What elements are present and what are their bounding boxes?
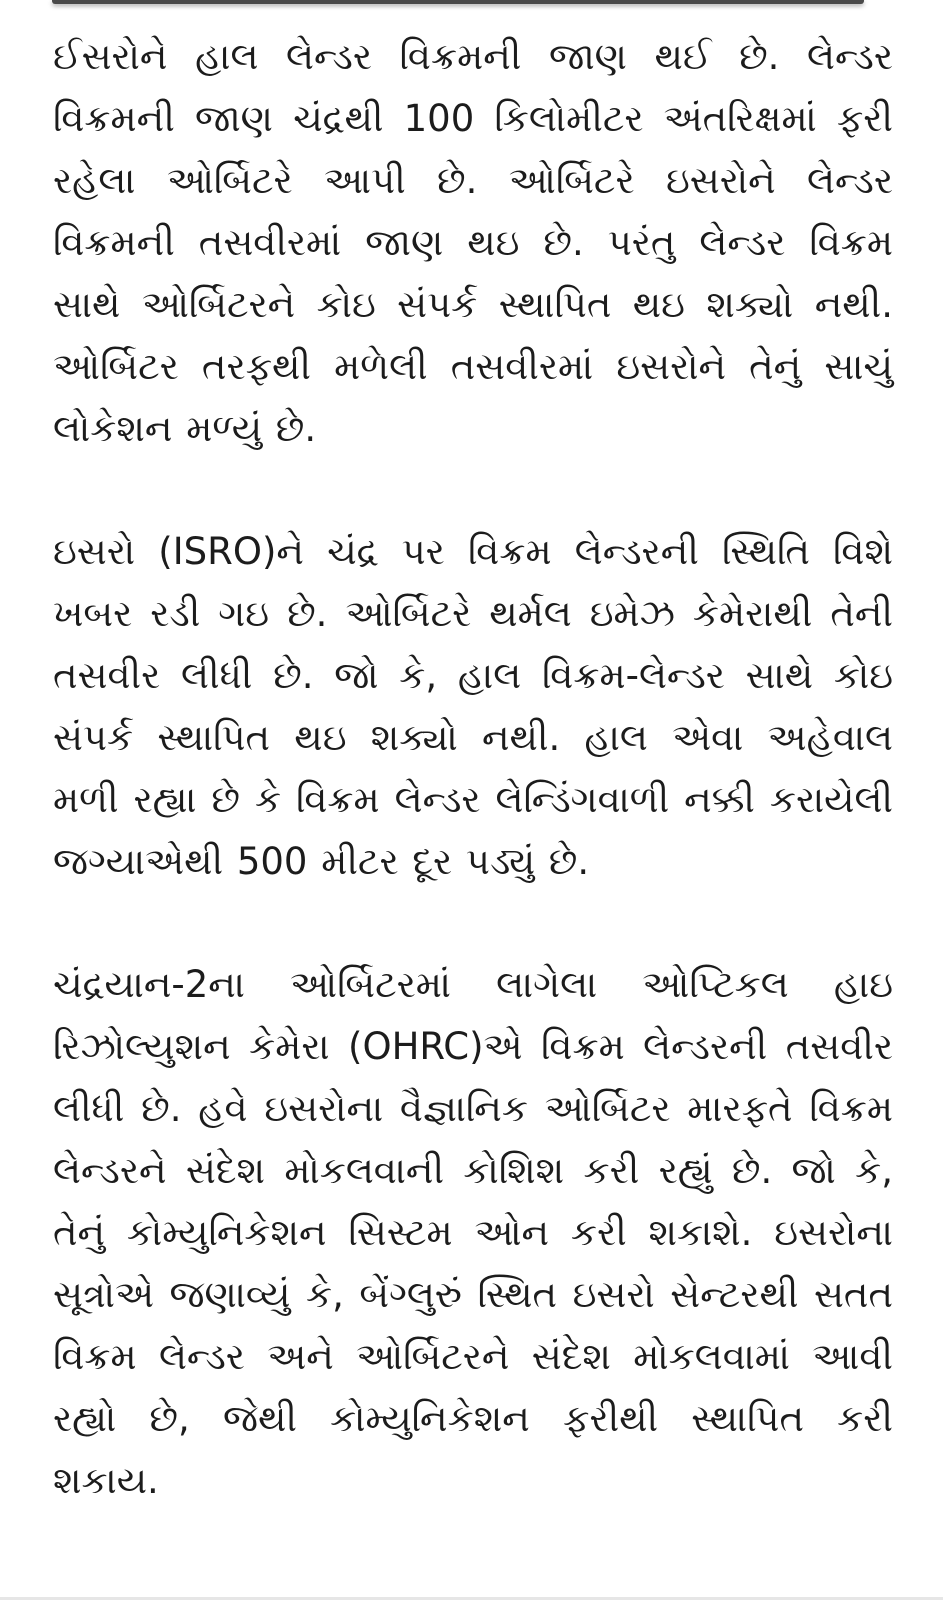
article-paragraph-2: ઇસરો (ISRO)ને ચંદ્ર પર વિક્રમ લેન્ડરની સ્થિતિ વિશે ખબર રડી ગઇ છે. ઓર્બિટરે થર્મલ ઇમેઝ કેમેરાથી તેની તસવીર લીધી છે. જો કે, હાલ વિક્રમ-લેન્ડર સાથે કોઇ સંપર્ક સ્થાપિત થઇ શક્યો નથી. હાલ એવા અહેવાલ મળી રહ્યા છે કે વિક્રમ લેન્ડર લેન્ડિંગવાળી નક્કી કરાયેલી જગ્યાએથી 500 મીટર દૂર પડ્યું છે.: [53, 530, 893, 883]
top-image-edge: [52, 0, 864, 4]
article-paragraph-3: ચંદ્રયાન-2ના ઓર્બિટરમાં લાગેલા ઓપ્ટિકલ હાઇ રિઝોલ્યુશન કેમેરા (OHRC)એ વિક્રમ લેન્ડરની તસવીર લીધી છે. હવે ઇસરોના વૈજ્ઞાનિક ઓર્બિટર મારફતે વિક્રમ લેન્ડરને સંદેશ મોકલવાની કોશિશ કરી રહ્યું છે. જો કે, તેનું કોમ્યુનિકેશન સિસ્ટમ ઓન કરી શકાશે. ઇસરોના સૂત્રોએ જણાવ્યું કે, બેંગ્લુરું સ્થિત ઇસરો સેન્ટરથી સતત વિક્રમ લેન્ડર અને ઓર્બિટરને સંદેશ મોકલવામાં આવી રહ્યો છે, જેથી કોમ્યુનિકેશન ફરીથી સ્થાપિત કરી શકાય.: [53, 963, 893, 1502]
article-body: [53, 26, 893, 1512]
article-paragraph-1: ઈસરોને હાલ લેન્ડર વિક્રમની જાણ થઈ છે. લેન્ડર વિક્રમની જાણ ચંદ્રથી 100 કિલોમીટર અંતરિક્ષમાં ફરી રહેલા ઓર્બિટરે આપી છે. ઓર્બિટરે ઇસરોને લેન્ડર વિક્રમની તસવીરમાં જાણ થઇ છે. પરંતુ લેન્ડર વિક્રમ સાથે ઓર્બિટરને કોઇ સંપર્ક સ્થાપિત થઇ શક્યો નથી. ઓર્બિટર તરફથી મળેલી તસવીરમાં ઇસરોને તેનું સાચું લોકેશન મળ્યું છે.: [53, 35, 893, 450]
